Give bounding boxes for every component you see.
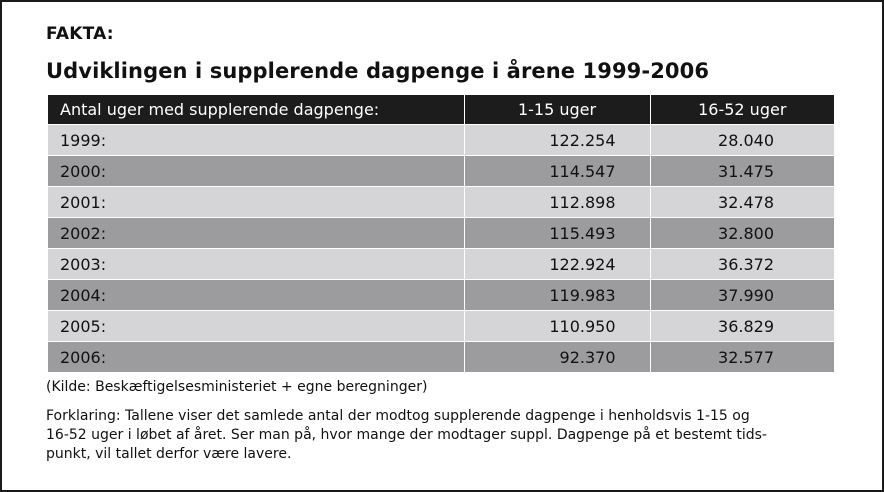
row-year: 1999: xyxy=(48,125,464,156)
row-value-16-52: 36.829 xyxy=(650,311,834,342)
explanation-line: 16-52 uger i løbet af året. Ser man på, hvor mange der modtager suppl. Dagpenge på et bestemt tids- xyxy=(46,427,767,443)
row-value-1-15: 92.370 xyxy=(464,342,650,373)
row-year: 2006: xyxy=(48,342,464,373)
row-value-16-52: 32.478 xyxy=(650,187,834,218)
row-value-16-52: 37.990 xyxy=(650,280,834,311)
row-value-1-15: 122.924 xyxy=(464,249,650,280)
fact-label: FAKTA: xyxy=(46,24,114,44)
table-row xyxy=(48,156,834,187)
row-year: 2001: xyxy=(48,187,464,218)
table-row xyxy=(48,311,834,342)
row-value-1-15: 110.950 xyxy=(464,311,650,342)
header-1-15-weeks: 1-15 uger xyxy=(464,95,650,125)
fact-title: Udviklingen i supplerende dagpenge i årene 1999-2006 xyxy=(46,59,710,83)
explanation-note xyxy=(46,407,836,464)
row-year: 2000: xyxy=(48,156,464,187)
table-row xyxy=(48,218,834,249)
row-value-1-15: 114.547 xyxy=(464,156,650,187)
row-value-1-15: 122.254 xyxy=(464,125,650,156)
row-value-16-52: 28.040 xyxy=(650,125,834,156)
row-value-16-52: 32.577 xyxy=(650,342,834,373)
data-table xyxy=(48,95,834,373)
table-row xyxy=(48,187,834,218)
table-header-row xyxy=(48,95,834,125)
explanation-line: Forklaring: Tallene viser det samlede antal der modtog supplerende dagpenge i henholdsvis 1-15 og xyxy=(46,408,750,424)
row-value-1-15: 112.898 xyxy=(464,187,650,218)
table-row xyxy=(48,249,834,280)
row-year: 2004: xyxy=(48,280,464,311)
header-label: Antal uger med supplerende dagpenge: xyxy=(48,95,464,125)
row-year: 2002: xyxy=(48,218,464,249)
source-citation: (Kilde: Beskæftigelsesministeriet + egne beregninger) xyxy=(46,379,428,395)
table-row xyxy=(48,125,834,156)
row-value-16-52: 32.800 xyxy=(650,218,834,249)
row-value-1-15: 115.493 xyxy=(464,218,650,249)
row-value-1-15: 119.983 xyxy=(464,280,650,311)
table-row xyxy=(48,280,834,311)
table-row xyxy=(48,342,834,373)
row-year: 2003: xyxy=(48,249,464,280)
row-value-16-52: 36.372 xyxy=(650,249,834,280)
explanation-line: punkt, vil tallet derfor være lavere. xyxy=(46,446,292,462)
row-year: 2005: xyxy=(48,311,464,342)
row-value-16-52: 31.475 xyxy=(650,156,834,187)
header-16-52-weeks: 16-52 uger xyxy=(650,95,834,125)
